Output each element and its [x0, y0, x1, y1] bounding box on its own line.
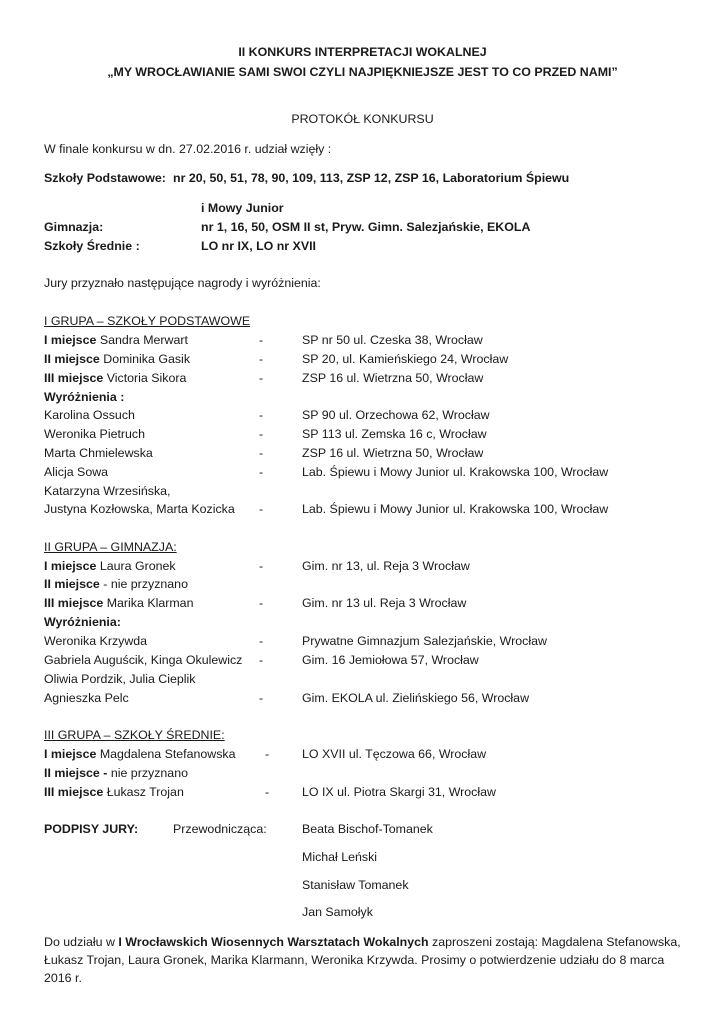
group3-place3 — [44, 784, 184, 800]
honoree-name: Marta Chmielewska — [44, 446, 153, 460]
document-title: II KONKURS INTERPRETACJI WOKALNEJ — [238, 45, 487, 59]
jury-intro: Jury przyznało następujące nagrody i wyróżnienia: — [44, 276, 321, 290]
honoree-name: Justyna Kozłowska, Marta Kozicka — [44, 502, 235, 516]
honoree-name: Oliwia Pordzik, Julia Cieplik — [44, 672, 196, 686]
separator-dash: - — [259, 653, 264, 667]
school-address: Gim. 16 Jemiołowa 57, Wrocław — [302, 653, 479, 667]
honoree-name: Katarzyna Wrzesińska, — [44, 484, 171, 498]
school-address: Lab. Śpiewu i Mowy Junior ul. Krakowska 100, Wrocław — [302, 502, 609, 516]
honoree-name: Weronika Krzywda — [44, 634, 148, 648]
separator-dash: - — [259, 502, 264, 516]
winner-name: Sandra Merwart — [99, 333, 188, 347]
winner-name: Łukasz Trojan — [106, 785, 184, 799]
group2-place3 — [44, 595, 193, 611]
protocol-title: PROTOKÓŁ KONKURSU — [291, 112, 434, 126]
separator-dash: - — [259, 333, 264, 347]
gymnasium-label: Gimnazja: — [44, 220, 104, 234]
honoree-name: Karolina Ossuch — [44, 408, 135, 422]
gymnasium-value: nr 1, 16, 50, OSM II st, Pryw. Gimn. Salezjańskie, EKOLA — [201, 220, 531, 234]
school-address: SP 20, ul. Kamieńskiego 24, Wrocław — [302, 352, 509, 366]
secondary-schools-value: LO nr IX, LO nr XVII — [201, 239, 316, 253]
separator-dash: - — [259, 691, 264, 705]
invitation-text: Do udziału w — [44, 935, 119, 949]
jury-member: Michał Leński — [302, 850, 378, 864]
school-address: LO XVII ul. Tęczowa 66, Wrocław — [302, 747, 487, 761]
secondary-schools-label: Szkoły Średnie : — [44, 239, 140, 253]
winner-name: nie przyznano — [110, 766, 188, 780]
place-label: III miejsce — [44, 785, 104, 799]
group1-place2 — [44, 351, 190, 367]
group2-honors-label: Wyróżnienia: — [44, 615, 121, 629]
school-address: ZSP 16 ul. Wietrzna 50, Wrocław — [302, 446, 484, 460]
separator-dash: - — [259, 465, 264, 479]
group1-place3 — [44, 370, 186, 386]
group2-place1 — [44, 558, 176, 574]
separator-dash: - — [259, 634, 264, 648]
school-address: SP 113 ul. Zemska 16 c, Wrocław — [302, 427, 487, 441]
place-label: II miejsce - — [44, 766, 108, 780]
winner-name: Dominika Gasik — [103, 352, 191, 366]
group3-place1 — [44, 746, 236, 762]
jury-member: Beata Bischof-Tomanek — [302, 822, 433, 836]
honoree-name: Agnieszka Pelc — [44, 691, 129, 705]
winner-name: Marika Klarman — [106, 596, 194, 610]
winner-name: Laura Gronek — [99, 559, 176, 573]
school-address: Gim. nr 13 ul. Reja 3 Wrocław — [302, 596, 467, 610]
signatures-label: PODPISY JURY: — [44, 822, 139, 836]
jury-member: Jan Samołyk — [302, 905, 373, 919]
separator-dash: - — [265, 747, 270, 761]
place-label: I miejsce — [44, 747, 97, 761]
place-label: II miejsce — [44, 352, 100, 366]
separator-dash: - — [259, 352, 264, 366]
invitation-text: zaproszeni zostają: Magdalena Stefanowska, Łukasz Trojan, Laura Gronek, Marika Klarmann, Weronika Krzywda. Prosimy o potwierdzenie udziału do 8 marca 2016 r. — [44, 935, 681, 985]
school-address: Gim. nr 13, ul. Reja 3 Wrocław — [302, 559, 470, 573]
place-label: III miejsce — [44, 371, 104, 385]
invitation-paragraph — [44, 933, 684, 987]
group1-place1 — [44, 332, 188, 348]
primary-schools-label: Szkoły Podstawowe: — [44, 171, 166, 185]
separator-dash: - — [259, 427, 264, 441]
school-address: Prywatne Gimnazjum Salezjańskie, Wrocław — [302, 634, 547, 648]
place-label: I miejsce — [44, 559, 97, 573]
winner-name: - nie przyznano — [103, 577, 188, 591]
group3-place2 — [44, 765, 188, 781]
honoree-name: Weronika Pietruch — [44, 427, 146, 441]
group1-heading: I GRUPA – SZKOŁY PODSTAWOWE — [44, 314, 251, 328]
separator-dash: - — [259, 596, 264, 610]
school-address: ZSP 16 ul. Wietrzna 50, Wrocław — [302, 371, 484, 385]
jury-member: Stanisław Tomanek — [302, 878, 409, 892]
separator-dash: - — [265, 785, 270, 799]
separator-dash: - — [259, 559, 264, 573]
group2-heading: II GRUPA – GIMNAZJA: — [44, 540, 177, 554]
honoree-name: Alicja Sowa — [44, 465, 109, 479]
school-address: Lab. Śpiewu i Mowy Junior ul. Krakowska 100, Wrocław — [302, 465, 609, 479]
winner-name: Magdalena Stefanowska — [99, 747, 236, 761]
place-label: III miejsce — [44, 596, 104, 610]
separator-dash: - — [259, 408, 264, 422]
document-subtitle: „MY WROCŁAWIANIE SAMI SWOI CZYLI NAJPIĘKNIEJSZE JEST TO CO PRZED NAMI” — [107, 65, 618, 79]
group1-honors-label: Wyróżnienia : — [44, 390, 125, 404]
place-label: II miejsce — [44, 577, 100, 591]
separator-dash: - — [259, 446, 264, 460]
jury-chair-role: Przewodnicząca: — [173, 822, 267, 836]
event-name: I Wrocławskich Wiosennych Warsztatach Wokalnych — [118, 935, 429, 949]
school-address: Gim. EKOLA ul. Zielińskiego 56, Wrocław — [302, 691, 530, 705]
separator-dash: - — [259, 371, 264, 385]
school-address: LO IX ul. Piotra Skargi 31, Wrocław — [302, 785, 496, 799]
group2-place2 — [44, 576, 188, 592]
winner-name: Victoria Sikora — [106, 371, 187, 385]
intro-text: W finale konkursu w dn. 27.02.2016 r. udział wzięły : — [44, 142, 332, 156]
primary-schools-value-cont: i Mowy Junior — [201, 201, 284, 215]
place-label: I miejsce — [44, 333, 97, 347]
school-address: SP nr 50 ul. Czeska 38, Wrocław — [302, 333, 483, 347]
honoree-name: Gabriela Auguścik, Kinga Okulewicz — [44, 653, 243, 667]
primary-schools-value: nr 20, 50, 51, 78, 90, 109, 113, ZSP 12, ZSP 16, Laboratorium Śpiewu — [173, 171, 570, 185]
school-address: SP 90 ul. Orzechowa 62, Wrocław — [302, 408, 490, 422]
group3-heading: III GRUPA – SZKOŁY ŚREDNIE: — [44, 728, 225, 742]
